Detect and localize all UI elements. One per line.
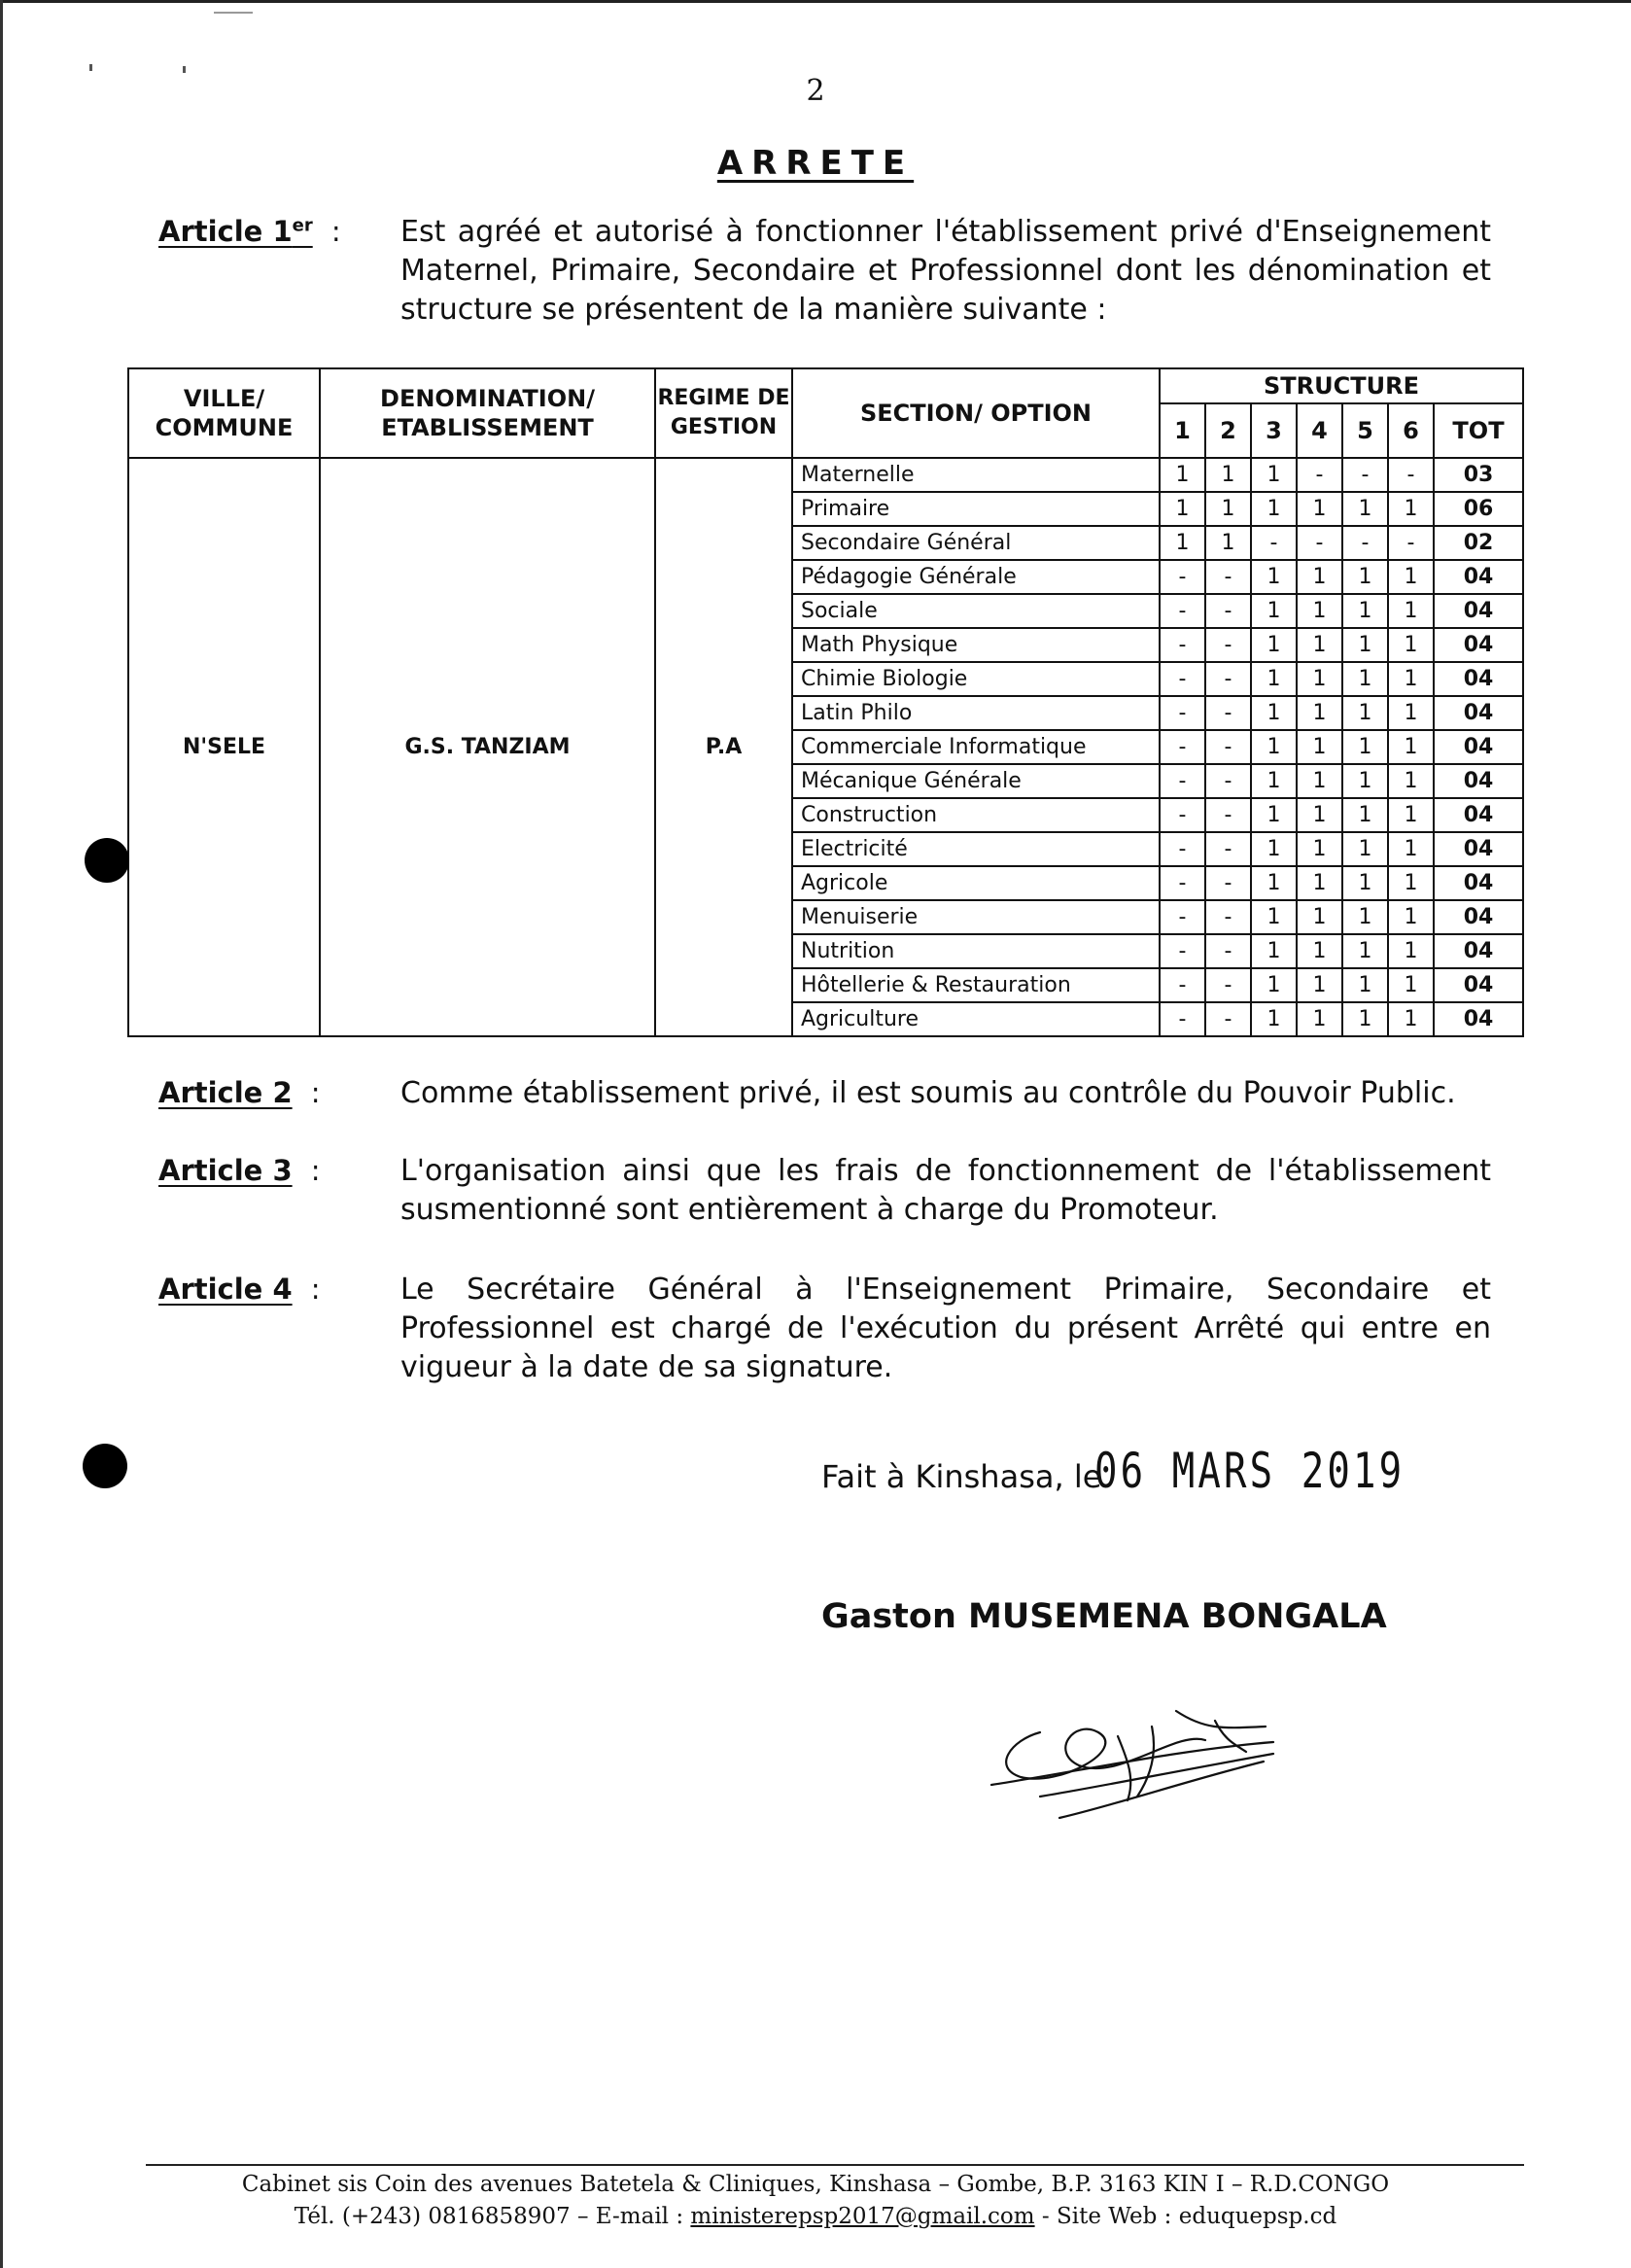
cell-option: Sociale <box>792 594 1160 628</box>
cell-level: 1 <box>1342 628 1388 662</box>
cell-level: 1 <box>1251 934 1297 968</box>
cell-level: 1 <box>1388 662 1434 696</box>
handwritten-signature <box>982 1672 1293 1837</box>
cell-level: - <box>1297 458 1342 492</box>
document-title: ARRETE <box>716 144 915 183</box>
cell-level: - <box>1205 968 1251 1002</box>
cell-level: 1 <box>1342 730 1388 764</box>
cell-level: - <box>1205 594 1251 628</box>
cell-level: - <box>1205 798 1251 832</box>
cell-level: - <box>1160 1002 1205 1036</box>
cell-level: 1 <box>1297 1002 1342 1036</box>
cell-level: 1 <box>1297 934 1342 968</box>
cell-level: 1 <box>1342 866 1388 900</box>
cell-level: 1 <box>1297 696 1342 730</box>
cell-total: 04 <box>1434 628 1523 662</box>
footer-email-link[interactable]: ministerepsp2017@gmail.com <box>690 2204 1035 2229</box>
cell-total: 04 <box>1434 866 1523 900</box>
cell-option: Chimie Biologie <box>792 662 1160 696</box>
header-section: SECTION/ OPTION <box>792 368 1160 458</box>
cell-level: 1 <box>1388 764 1434 798</box>
footer-rule <box>146 2164 1524 2166</box>
cell-level: - <box>1205 764 1251 798</box>
article-3-text: L'organisation ainsi que les frais de fonctionnement de l'établissement susmentionné sont entièrement à charge du Promoteur. <box>400 1154 1491 1227</box>
cell-level: 1 <box>1388 798 1434 832</box>
cell-option: Pédagogie Générale <box>792 560 1160 594</box>
cell-total: 04 <box>1434 730 1523 764</box>
cell-level: 1 <box>1251 492 1297 526</box>
cell-level: 1 <box>1297 832 1342 866</box>
header-denomination: DENOMINATION/ ETABLISSEMENT <box>320 368 655 458</box>
cell-level: - <box>1342 458 1388 492</box>
cell-level: 1 <box>1160 458 1205 492</box>
cell-level: 1 <box>1297 798 1342 832</box>
cell-level: - <box>1160 560 1205 594</box>
page-edge-top <box>0 0 1631 3</box>
cell-total: 04 <box>1434 696 1523 730</box>
cell-option: Agricole <box>792 866 1160 900</box>
date-stamp: 06 MARS 2019 <box>1094 1443 1405 1499</box>
cell-level: 1 <box>1205 526 1251 560</box>
cell-level: 1 <box>1297 492 1342 526</box>
cell-level: 1 <box>1251 900 1297 934</box>
cell-level: 1 <box>1388 492 1434 526</box>
cell-level: 1 <box>1388 560 1434 594</box>
cell-level: - <box>1160 900 1205 934</box>
cell-total: 02 <box>1434 526 1523 560</box>
cell-level: 1 <box>1251 832 1297 866</box>
cell-level: - <box>1160 662 1205 696</box>
cell-level: 1 <box>1297 628 1342 662</box>
header-level: 1 <box>1160 403 1205 458</box>
article-1-label: Article 1er <box>158 215 313 248</box>
cell-level: 1 <box>1205 492 1251 526</box>
cell-option: Primaire <box>792 492 1160 526</box>
cell-level: 1 <box>1160 526 1205 560</box>
cell-level: - <box>1205 628 1251 662</box>
cell-option: Maternelle <box>792 458 1160 492</box>
cell-level: - <box>1160 832 1205 866</box>
place-date-line: Fait à Kinshasa, le <box>821 1458 1102 1495</box>
cell-level: 1 <box>1388 900 1434 934</box>
cell-level: - <box>1160 730 1205 764</box>
cell-level: - <box>1205 730 1251 764</box>
article-1-text: Est agréé et autorisé à fonctionner l'établissement privé d'Enseignement Maternel, Primaire, Secondaire et Professionnel dont les dénomination et structure se présentent de la manière suivante : <box>400 215 1491 327</box>
cell-level: - <box>1205 560 1251 594</box>
header-level-tot: TOT <box>1434 403 1523 458</box>
cell-level: 1 <box>1297 764 1342 798</box>
cell-level: 1 <box>1342 594 1388 628</box>
cell-level: - <box>1205 900 1251 934</box>
cell-total: 04 <box>1434 662 1523 696</box>
article-2-heading: Article 2 : <box>158 1076 321 1109</box>
cell-option: Hôtellerie & Restauration <box>792 968 1160 1002</box>
header-level: 6 <box>1388 403 1434 458</box>
header-structure: STRUCTURE <box>1160 368 1523 403</box>
cell-total: 04 <box>1434 934 1523 968</box>
cell-option: Agriculture <box>792 1002 1160 1036</box>
header-level: 3 <box>1251 403 1297 458</box>
cell-option: Latin Philo <box>792 696 1160 730</box>
cell-level: 1 <box>1388 866 1434 900</box>
table-row <box>128 458 1523 492</box>
header-ville: VILLE/ COMMUNE <box>128 368 320 458</box>
cell-total: 04 <box>1434 798 1523 832</box>
cell-total: 04 <box>1434 968 1523 1002</box>
cell-total: 04 <box>1434 832 1523 866</box>
cell-level: - <box>1297 526 1342 560</box>
cell-level: 1 <box>1251 764 1297 798</box>
cell-level: 1 <box>1342 560 1388 594</box>
cell-level: 1 <box>1251 560 1297 594</box>
cell-ville: N'SELE <box>128 458 320 1036</box>
cell-level: - <box>1160 866 1205 900</box>
cell-level: - <box>1388 458 1434 492</box>
cell-level: 1 <box>1297 560 1342 594</box>
cell-level: 1 <box>1251 662 1297 696</box>
cell-option: Commerciale Informatique <box>792 730 1160 764</box>
cell-level: 1 <box>1251 696 1297 730</box>
cell-level: 1 <box>1297 968 1342 1002</box>
cell-level: - <box>1205 662 1251 696</box>
cell-option: Menuiserie <box>792 900 1160 934</box>
cell-total: 06 <box>1434 492 1523 526</box>
cell-level: - <box>1205 832 1251 866</box>
cell-level: 1 <box>1251 730 1297 764</box>
cell-level: - <box>1160 764 1205 798</box>
cell-level: 1 <box>1342 968 1388 1002</box>
cell-level: 1 <box>1251 968 1297 1002</box>
cell-total: 04 <box>1434 764 1523 798</box>
cell-level: 1 <box>1342 832 1388 866</box>
cell-level: - <box>1205 696 1251 730</box>
cell-level: 1 <box>1251 798 1297 832</box>
cell-level: 1 <box>1388 934 1434 968</box>
footer-contact: Tél. (+243) 0816858907 – E-mail : ministerepsp2017@gmail.com - Site Web : eduquepsp.cd <box>294 2204 1337 2229</box>
cell-level: - <box>1160 594 1205 628</box>
cell-level: 1 <box>1297 662 1342 696</box>
cell-level: 1 <box>1342 1002 1388 1036</box>
cell-option: Nutrition <box>792 934 1160 968</box>
cell-level: - <box>1388 526 1434 560</box>
cell-level: 1 <box>1342 934 1388 968</box>
article-1-heading: Article 1er : <box>158 215 341 248</box>
cell-level: 1 <box>1388 628 1434 662</box>
cell-level: 1 <box>1251 594 1297 628</box>
cell-level: 1 <box>1297 730 1342 764</box>
cell-regime: P.A <box>655 458 792 1036</box>
scan-mark <box>214 12 253 14</box>
cell-denomination: G.S. TANZIAM <box>320 458 655 1036</box>
article-4-text: Le Secrétaire Général à l'Enseignement Primaire, Secondaire et Professionnel est chargé de l'exécution du présent Arrêté qui entre en vigueur à la date de sa signature. <box>400 1273 1491 1384</box>
cell-level: 1 <box>1251 458 1297 492</box>
cell-level: 1 <box>1297 594 1342 628</box>
article-4-heading: Article 4 : <box>158 1273 321 1306</box>
cell-total: 04 <box>1434 1002 1523 1036</box>
cell-option: Secondaire Général <box>792 526 1160 560</box>
cell-level: 1 <box>1342 696 1388 730</box>
cell-option: Math Physique <box>792 628 1160 662</box>
article-3-heading: Article 3 : <box>158 1154 321 1187</box>
cell-total: 04 <box>1434 900 1523 934</box>
header-level: 4 <box>1297 403 1342 458</box>
scan-speck <box>183 66 186 73</box>
header-regime: REGIME DE GESTION <box>655 368 792 458</box>
header-level: 5 <box>1342 403 1388 458</box>
cell-option: Electricité <box>792 832 1160 866</box>
cell-level: - <box>1160 934 1205 968</box>
cell-level: - <box>1342 526 1388 560</box>
cell-level: 1 <box>1342 764 1388 798</box>
cell-level: 1 <box>1388 696 1434 730</box>
article-2-text: Comme établissement privé, il est soumis au contrôle du Pouvoir Public. <box>400 1076 1456 1110</box>
cell-level: - <box>1205 1002 1251 1036</box>
cell-level: 1 <box>1297 900 1342 934</box>
cell-option: Construction <box>792 798 1160 832</box>
cell-level: 1 <box>1342 662 1388 696</box>
cell-level: 1 <box>1251 866 1297 900</box>
page-number: 2 <box>806 74 825 108</box>
cell-level: 1 <box>1251 628 1297 662</box>
cell-level: 1 <box>1342 900 1388 934</box>
cell-level: - <box>1205 934 1251 968</box>
structure-table <box>127 367 1524 1037</box>
cell-level: - <box>1160 798 1205 832</box>
cell-total: 03 <box>1434 458 1523 492</box>
cell-level: 1 <box>1342 798 1388 832</box>
cell-level: 1 <box>1388 730 1434 764</box>
signatory-name: Gaston MUSEMENA BONGALA <box>821 1597 1387 1636</box>
cell-total: 04 <box>1434 594 1523 628</box>
cell-level: - <box>1251 526 1297 560</box>
header-level: 2 <box>1205 403 1251 458</box>
binder-hole-mark <box>85 838 129 883</box>
cell-level: 1 <box>1388 1002 1434 1036</box>
page-edge-left <box>0 0 3 2268</box>
cell-level: 1 <box>1297 866 1342 900</box>
cell-level: - <box>1160 696 1205 730</box>
cell-option: Mécanique Générale <box>792 764 1160 798</box>
cell-level: - <box>1160 628 1205 662</box>
cell-level: 1 <box>1160 492 1205 526</box>
footer-address: Cabinet sis Coin des avenues Batetela & Cliniques, Kinshasa – Gombe, B.P. 3163 KIN I – R.D.CONGO <box>241 2172 1390 2197</box>
cell-level: - <box>1205 866 1251 900</box>
cell-level: 1 <box>1342 492 1388 526</box>
cell-level: 1 <box>1205 458 1251 492</box>
cell-level: 1 <box>1388 594 1434 628</box>
cell-level: - <box>1160 968 1205 1002</box>
cell-level: 1 <box>1388 968 1434 1002</box>
cell-total: 04 <box>1434 560 1523 594</box>
binder-hole-mark <box>83 1444 127 1488</box>
cell-level: 1 <box>1251 1002 1297 1036</box>
scan-speck <box>89 64 92 71</box>
cell-level: 1 <box>1388 832 1434 866</box>
